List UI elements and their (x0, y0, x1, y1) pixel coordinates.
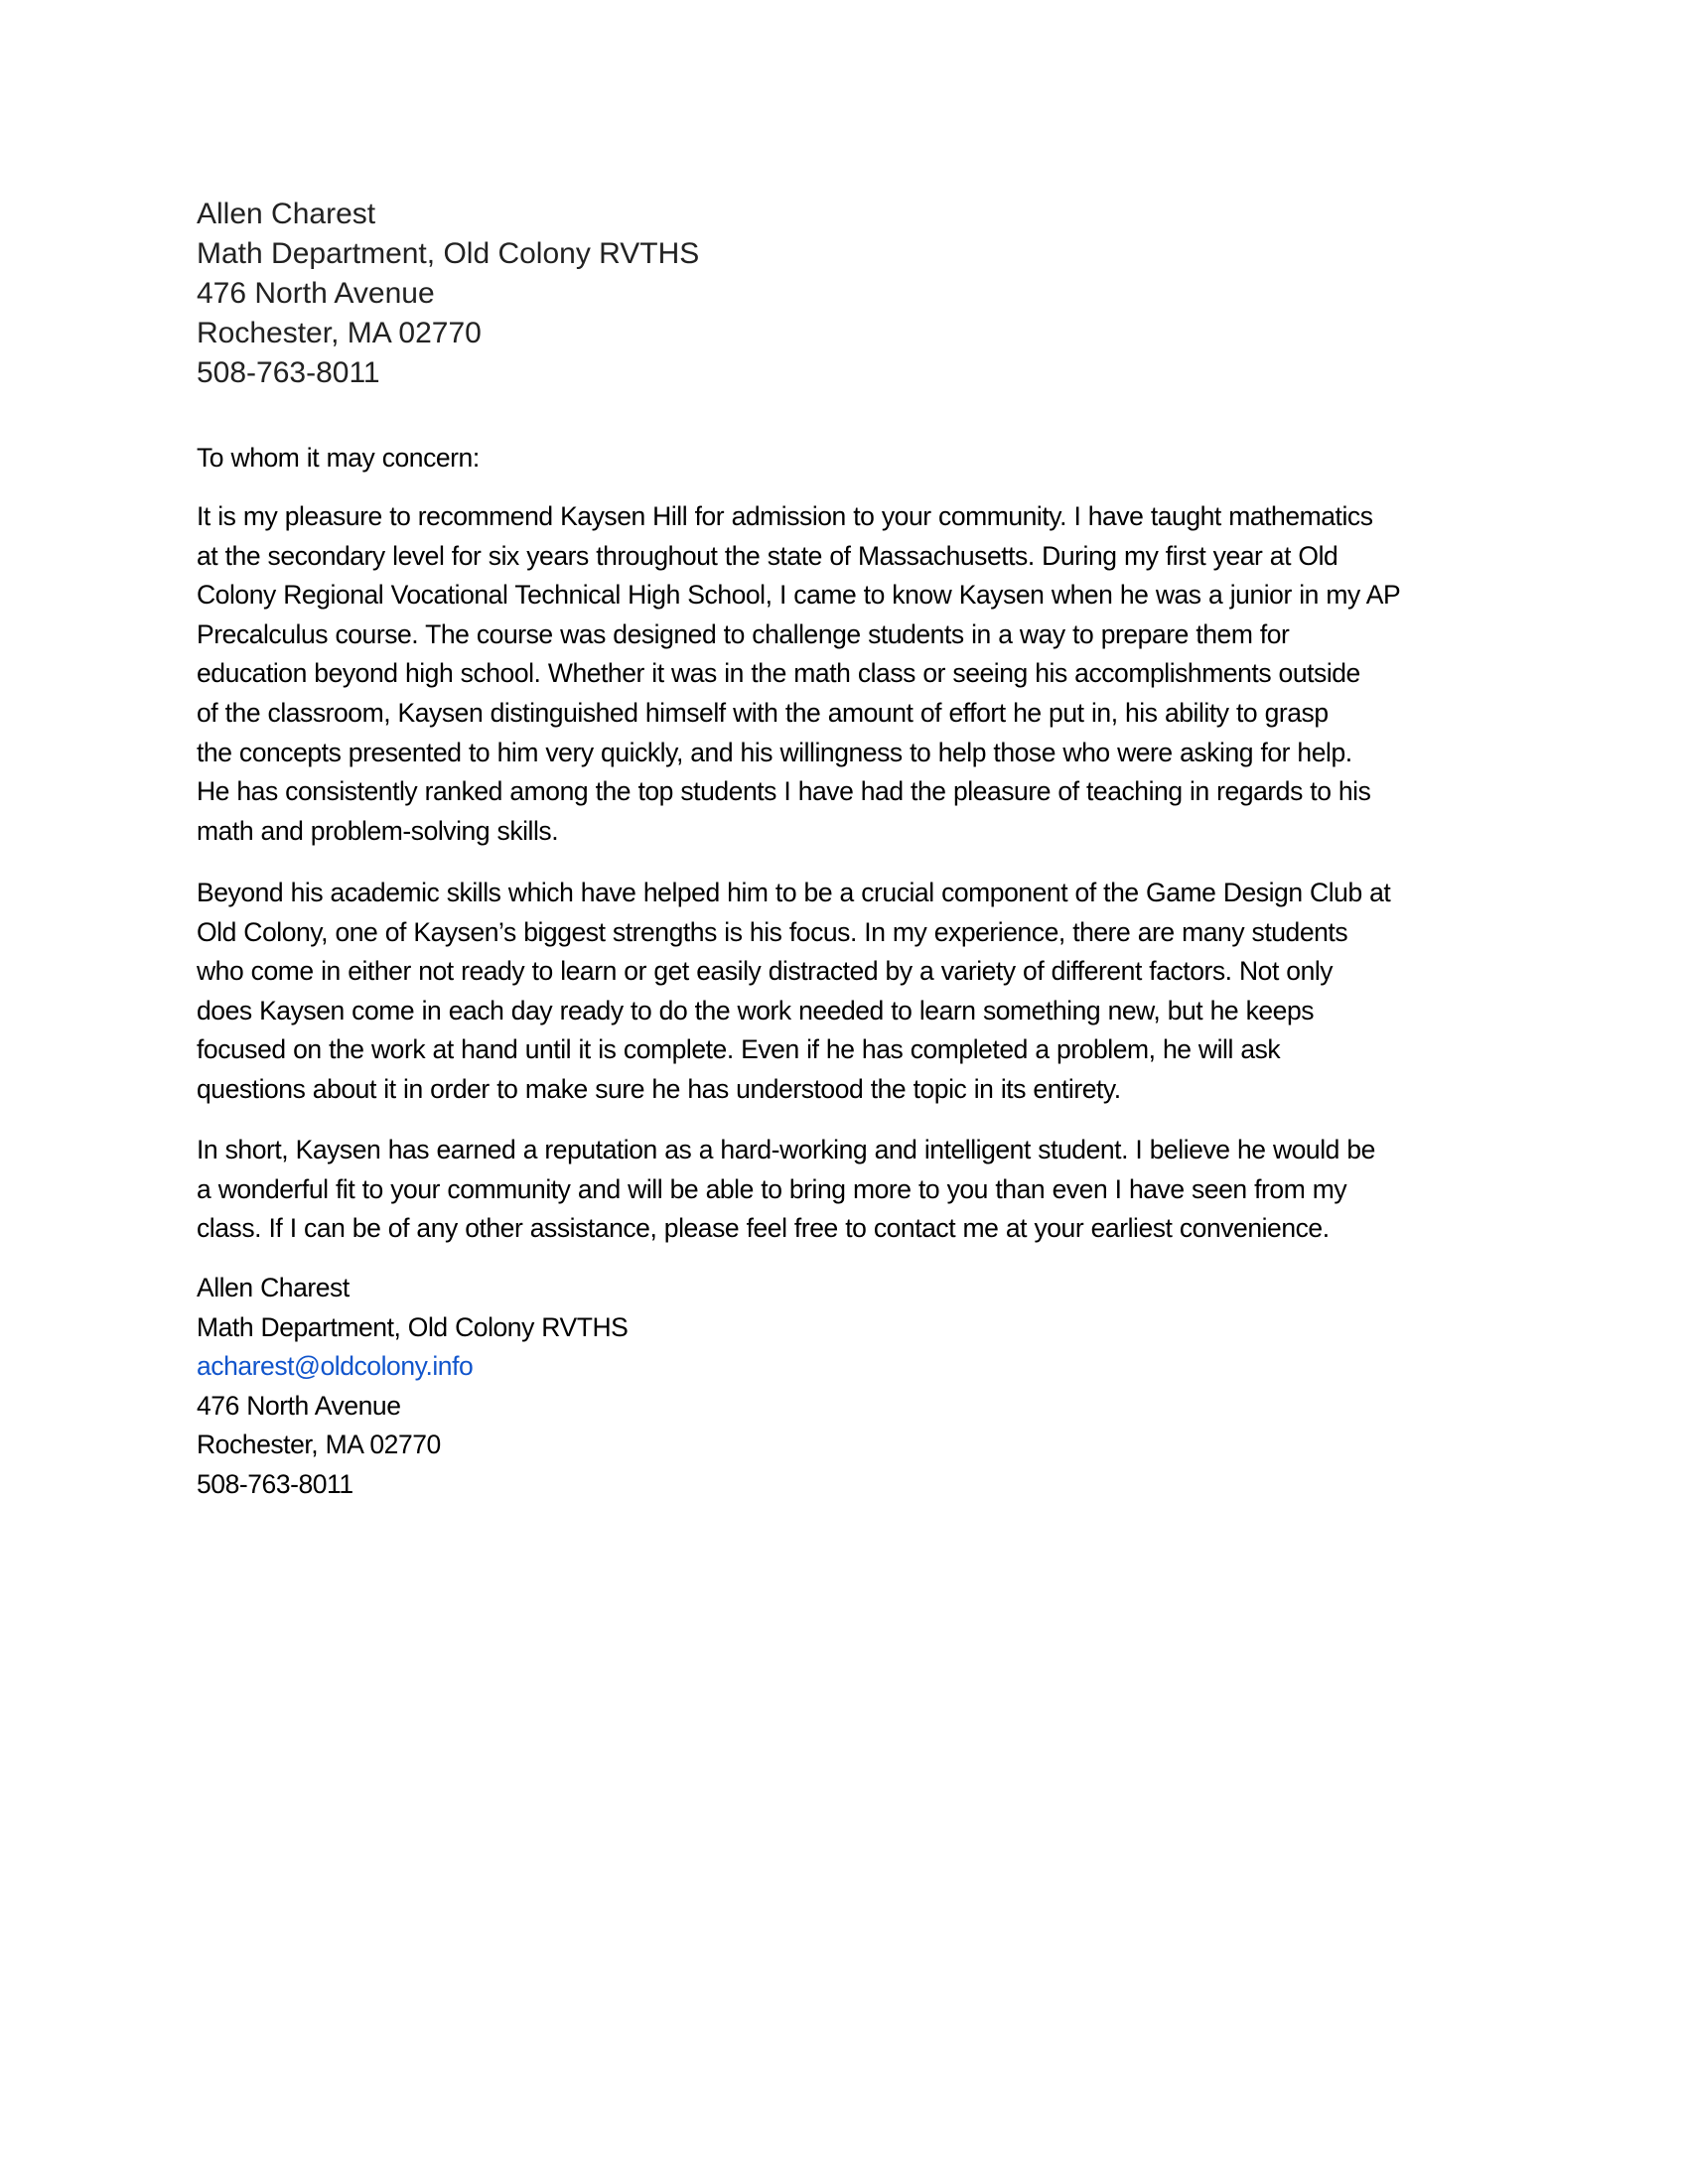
paragraph-line: Colony Regional Vocational Technical High School, I came to know Kaysen when he was a junior in my AP (197, 580, 1401, 611)
paragraph-line: It is my pleasure to recommend Kaysen Hill for admission to your community. I have taught mathematics (197, 501, 1373, 531)
paragraph-2 (197, 874, 1390, 1110)
letterhead-name: Allen Charest (197, 198, 376, 230)
signature-department: Math Department, Old Colony RVTHS (197, 1311, 629, 1342)
paragraph-3 (197, 1131, 1375, 1249)
greeting (197, 439, 480, 478)
paragraph-line: Old Colony, one of Kaysen’s biggest strengths is his focus. In my experience, there are many students (197, 916, 1348, 947)
paragraph-line: questions about it in order to make sure he has understood the topic in its entirety. (197, 1073, 1121, 1104)
paragraph-line: He has consistently ranked among the top students I have had the pleasure of teaching in regards to his (197, 776, 1371, 807)
paragraph-line: Precalculus course. The course was designed to challenge students in a way to prepare them for (197, 618, 1290, 649)
paragraph-line: of the classroom, Kaysen distinguished himself with the amount of effort he put in, his ability to grasp (197, 697, 1329, 728)
paragraph-line: In short, Kaysen has earned a reputation as a hard-working and intelligent student. I believe he would be (197, 1135, 1375, 1164)
paragraph-line: does Kaysen come in each day ready to do the work needed to learn something new, but he keeps (197, 995, 1315, 1025)
signature-phone: 508-763-8011 (197, 1468, 353, 1499)
letterhead-street: 476 North Avenue (197, 277, 435, 310)
signature-city: Rochester, MA 02770 (197, 1430, 441, 1460)
paragraph-line: a wonderful fit to your community and will be able to bring more to you than even I have seen from my (197, 1173, 1347, 1204)
letterhead-department: Math Department, Old Colony RVTHS (197, 237, 700, 270)
signature-street: 476 North Avenue (197, 1390, 401, 1421)
letterhead (197, 195, 699, 393)
paragraph-line: class. If I can be of any other assistance, please feel free to contact me at your earliest convenience. (197, 1213, 1330, 1244)
signature-block (197, 1269, 628, 1505)
paragraph-line: math and problem-solving skills. (197, 815, 559, 846)
signature-name: Allen Charest (197, 1273, 350, 1302)
letterhead-city: Rochester, MA 02770 (197, 317, 482, 349)
paragraph-line: who come in either not ready to learn or get easily distracted by a variety of different factors. Not only (197, 956, 1334, 987)
greeting-text: To whom it may concern: (197, 443, 480, 473)
letterhead-phone: 508-763-8011 (197, 356, 380, 389)
paragraph-line: the concepts presented to him very quickly, and his willingness to help those who were asking for help. (197, 737, 1352, 767)
paragraph-line: focused on the work at hand until it is complete. Even if he has completed a problem, he will ask (197, 1034, 1281, 1065)
paragraph-line: Beyond his academic skills which have helped him to be a crucial component of the Game Design Club at (197, 878, 1391, 907)
email-link[interactable]: acharest@oldcolony.info (197, 1351, 474, 1382)
paragraph-line: education beyond high school. Whether it was in the math class or seeing his accomplishments outside (197, 658, 1360, 689)
paragraph-1 (197, 497, 1400, 851)
paragraph-line: at the secondary level for six years throughout the state of Massachusetts. During my first year at Old (197, 540, 1338, 571)
